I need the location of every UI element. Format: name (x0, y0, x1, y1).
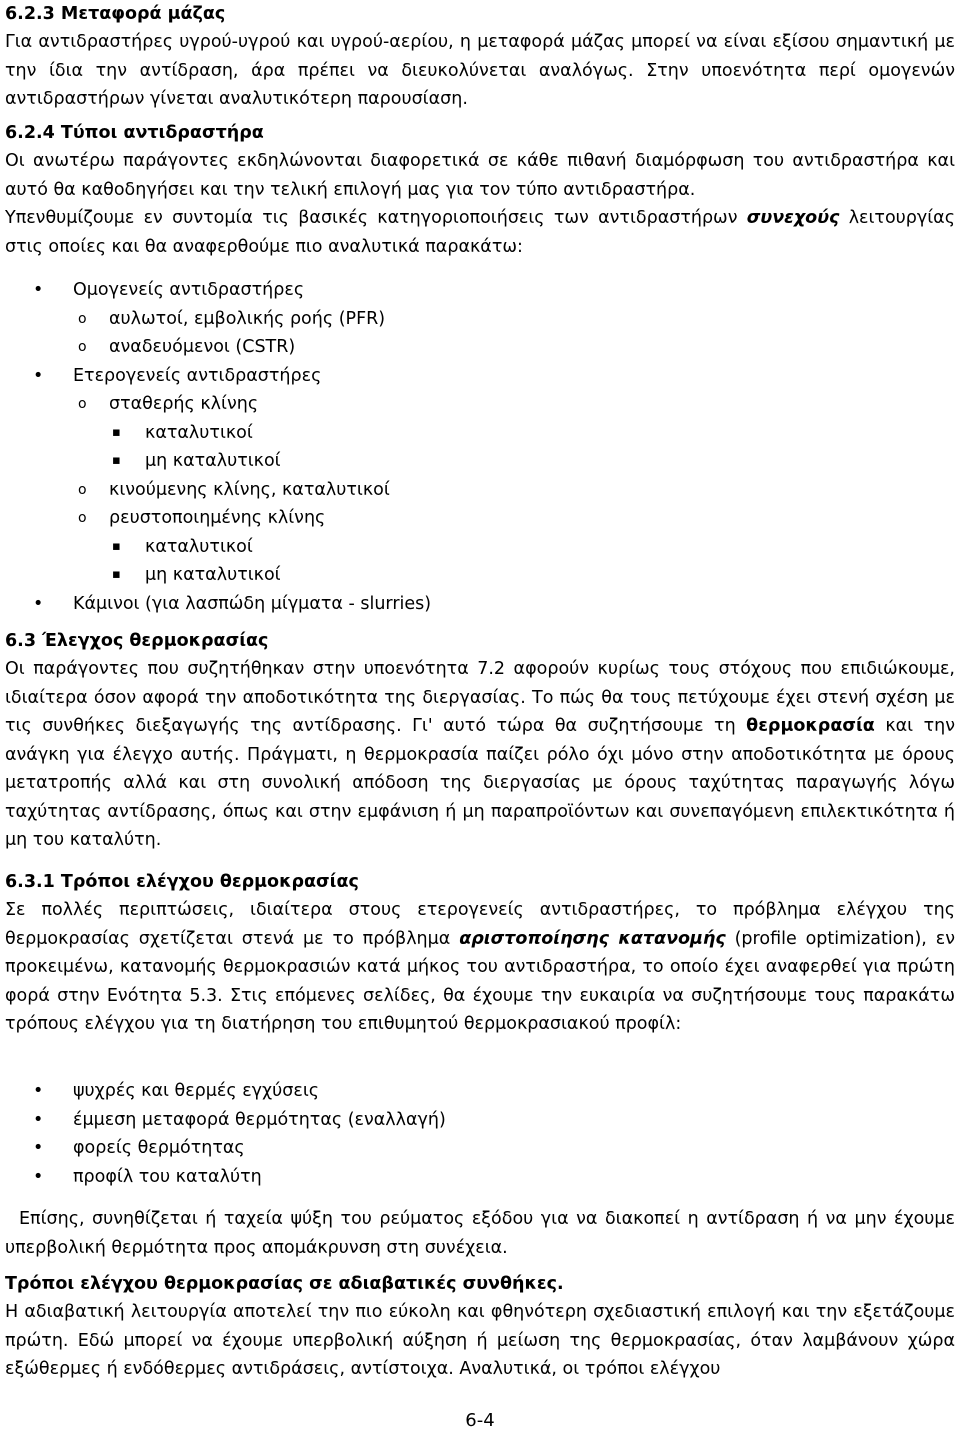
emphasis-text: αριστοποίησης κατανομής (459, 928, 726, 949)
circle-bullet-icon: o (78, 510, 87, 526)
list-item-label: ρευστοποιημένης κλίνης (109, 508, 326, 528)
list-item (5, 333, 955, 362)
list-item-label: ψυχρές και θερμές εγχύσεις (73, 1081, 320, 1101)
emphasis-text: συνεχούς (746, 208, 840, 228)
text-run: και την ανάγκη για έλεγχο αυτής. Πράγματι, η θερμοκρασία παίζει ρόλο όχι μόνο στην αποδοτικότητα με όρους μετατροπής αλλά και στη συνολική απόδοση της διεργασίας με όρους ταχύτητας παραγωγής λόγω ταχύτητας αντίδρασης, όπως και στην εμφάνιση ή μη παραπροϊόντων και συνεπαγόμενη επιλεκτικότητα ή μη του καταλύτη. (5, 716, 955, 850)
section-heading: 6.2.4 Τύποι αντιδραστήρα (5, 123, 264, 143)
circle-bullet-icon: o (78, 396, 87, 412)
section-adiabatic (5, 1270, 955, 1384)
list-item-label: Κάμινοι (για λασπώδη μίγματα - slurries) (73, 593, 432, 614)
control-methods-list (5, 1077, 955, 1191)
paragraph: Για αντιδραστήρες υγρού-υγρού και υγρού-αερίου, η μεταφορά μάζας μπορεί να είναι εξίσου σημαντική με την ίδια την αντίδραση, άρα πρέπει να διευκολύνεται αναλόγως. Στην υποενότητα περί ομογενών αντιδραστήρων γίνεται αναλυτικότερη παρουσίαση. (5, 32, 955, 109)
bullet-icon: • (33, 1138, 44, 1158)
list-item (5, 419, 955, 448)
list-item (5, 1077, 955, 1106)
text-run: λειτουργίας στις οποίες και θα αναφερθούμε πιο αναλυτικά παρακάτω: (5, 208, 955, 257)
square-bullet-icon: ▪ (112, 538, 121, 554)
list-item (5, 1106, 955, 1135)
bold-text: θερμοκρασία (746, 716, 875, 736)
list-item (5, 276, 955, 305)
list-item-label: καταλυτικοί (145, 536, 253, 557)
paragraph: Οι ανωτέρω παράγοντες εκδηλώνονται διαφορετικά σε κάθε πιθανή διαμόρφωση του αντιδραστήρα και αυτό θα καθοδηγήσει και την τελική επιλογή μας για τον τύπο αντιδραστήρα. (5, 151, 955, 200)
bullet-icon: • (33, 365, 44, 386)
list-item-label: μη καταλυτικοί (145, 565, 281, 585)
list-item (5, 476, 955, 505)
list-item-label: Ετερογενείς αντιδραστήρες (73, 365, 322, 386)
list-item (5, 362, 955, 391)
list-item-label: έμμεση μεταφορά θερμότητας (εναλλαγή) (73, 1109, 446, 1130)
list-item (5, 504, 955, 533)
list-item (5, 390, 955, 419)
paragraph: Επίσης, συνηθίζεται ή ταχεία ψύξη του ρεύματος εξόδου για να διακοπεί η αντίδραση ή να μην έχουμε υπερβολική θερμότητα προς απομάκρυνση στη συνέχεια. (5, 1209, 955, 1258)
section-temperature-control (5, 627, 955, 855)
list-item-label: φορείς θερμότητας (73, 1138, 245, 1158)
list-item (5, 590, 955, 619)
paragraph (5, 204, 955, 261)
square-bullet-icon: ▪ (112, 453, 121, 468)
section-heading: 6.3.1 Τρόποι ελέγχου θερμοκρασίας (5, 872, 359, 892)
page-number: 6-4 (465, 1410, 495, 1431)
reactor-types-list (5, 276, 955, 618)
list-item-label: προφίλ του καταλύτη (73, 1166, 262, 1187)
list-item (5, 305, 955, 334)
circle-bullet-icon: o (78, 339, 87, 355)
bullet-icon: • (33, 1109, 44, 1130)
list-item-label: αυλωτοί, εμβολικής ροής (PFR) (109, 308, 386, 329)
list-item (5, 1134, 955, 1163)
bullet-icon: • (33, 593, 44, 614)
list-item (5, 1163, 955, 1192)
text-run: Υπενθυμίζουμε εν συντομία τις βασικές κατηγοριοποιήσεις των αντιδραστήρων (5, 208, 747, 228)
list-item-label: καταλυτικοί (145, 422, 253, 443)
bullet-icon: • (33, 1081, 44, 1101)
list-item (5, 533, 955, 562)
text-run: Σε πολλές περιπτώσεις, ιδιαίτερα στους ετερογενείς αντιδραστήρες, το πρόβλημα ελέγχου της θερμοκρασίας σχετίζεται στενά με το πρόβλημα (5, 900, 955, 949)
section-temperature-control-methods (5, 868, 955, 1039)
circle-bullet-icon: o (78, 481, 87, 498)
list-item (5, 561, 955, 590)
list-item-label: αναδευόμενοι (CSTR) (109, 337, 296, 357)
square-bullet-icon: ▪ (112, 424, 121, 440)
section-heading: 6.2.3 Μεταφορά μάζας (5, 4, 226, 24)
square-bullet-icon: ▪ (112, 567, 121, 582)
section-quench-note (5, 1205, 955, 1262)
text-run: Οι παράγοντες που συζητήθηκαν στην υποενότητα 7.2 αφορούν κυρίως τους στόχους που επιδιώκουμε, ιδιαίτερα όσον αφορά την αποδοτικότητα της διεργασίας. Το πώς θα τους πετύχουμε έχει στενή σχέση με τις συνθήκες διεξαγωγής της αντίδρασης. Γι' αυτό τώρα θα συζητήσουμε τη (5, 659, 955, 736)
list-item (5, 447, 955, 476)
list-item-label: σταθερής κλίνης (109, 394, 259, 414)
section-heading: Τρόποι ελέγχου θερμοκρασίας σε αδιαβατικές συνθήκες. (5, 1274, 564, 1294)
section-heading: 6.3 Έλεγχος θερμοκρασίας (5, 631, 269, 651)
list-item-label: Ομογενείς αντιδραστήρες (73, 280, 305, 300)
text-run: (profile optimization), εν προκειμένω, κατανομής θερμοκρασιών κατά μήκος του αντιδραστήρα, το οποίο έχει αναφερθεί για πρώτη φορά στην Ενότητα 5.3. Στις επόμενες σελίδες, θα έχουμε την ευκαιρία να συζητήσουμε τους παρακάτω τρόπους ελέγχου για τη διατήρηση του επιθυμητού θερμοκρασιακού προφίλ: (5, 928, 955, 1034)
section-reactor-types (5, 119, 955, 261)
list-item-label: μη καταλυτικοί (145, 451, 281, 471)
paragraph: Η αδιαβατική λειτουργία αποτελεί την πιο εύκολη και φθηνότερη σχεδιαστική επιλογή και την εξετάζουμε πρώτη. Εδώ μπορεί να έχουμε υπερβολική αύξηση ή μείωση της θερμοκρασίας, όταν λαμβάνουν χώρα εξώθερμες ή ενδόθερμες αντιδράσεις, αντίστοιχα. Αναλυτικά, οι τρόποι ελέγχου (5, 1302, 955, 1379)
bullet-icon: • (33, 280, 44, 300)
paragraph (5, 896, 955, 1039)
section-mass-transfer (5, 0, 955, 114)
circle-bullet-icon: o (78, 310, 87, 327)
list-item-label: κινούμενης κλίνης, καταλυτικοί (109, 479, 390, 500)
paragraph (5, 655, 955, 855)
bullet-icon: • (33, 1166, 44, 1187)
